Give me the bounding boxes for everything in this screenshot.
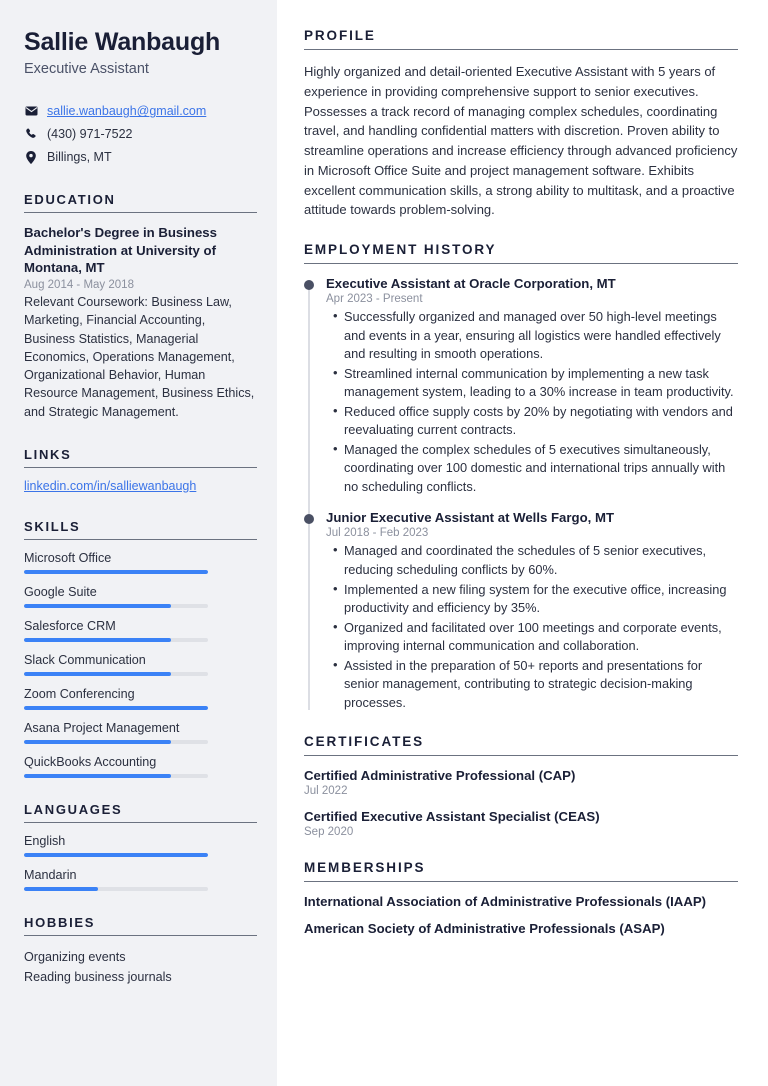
contact-email-text[interactable]: sallie.wanbaugh@gmail.com	[47, 104, 207, 119]
education-heading: EDUCATION	[24, 191, 116, 207]
contact-list	[24, 103, 257, 166]
memberships-heading: MEMBERSHIPS	[304, 860, 426, 876]
certificate-name: Certified Executive Assistant Specialist (CEAS)	[304, 809, 600, 825]
skill-label: Slack Communication	[24, 652, 146, 667]
skill-level-track	[24, 638, 208, 642]
job-date: Jul 2018 - Feb 2023	[326, 527, 429, 540]
skill-label: Zoom Conferencing	[24, 686, 135, 701]
skill-level-fill	[24, 672, 171, 676]
section-memberships	[304, 860, 738, 936]
memberships-rule	[304, 881, 738, 882]
education-degree: Bachelor's Degree in Business Administration at University of Montana, MT	[24, 224, 217, 276]
phone-icon	[24, 128, 38, 140]
contact-phone-text: (430) 971-7522	[47, 127, 133, 142]
job-entry	[326, 510, 738, 712]
section-employment-history	[304, 242, 738, 712]
certificate-item	[304, 809, 738, 838]
language-level-fill	[24, 853, 208, 857]
hobby-item: Reading business journals	[24, 970, 172, 985]
skill-level-track	[24, 706, 208, 710]
job-bullet: • Reduced office supply costs by 20% by negotiating with vendors and reevaluating current contracts.	[344, 403, 738, 440]
skill-label: Asana Project Management	[24, 720, 180, 735]
skill-item	[24, 585, 257, 608]
skill-level-track	[24, 570, 208, 574]
certificates-rule	[304, 755, 738, 756]
job-title: Junior Executive Assistant at Wells Fargo, MT	[326, 510, 614, 526]
candidate-job-title: Executive Assistant	[24, 60, 149, 77]
job-bullet: • Managed the complex schedules of 5 executives simultaneously, coordinating over 100 domestic and international trips annually with no scheduling conflicts.	[344, 441, 738, 497]
membership-item: American Society of Administrative Professionals (ASAP)	[304, 921, 665, 937]
contact-item-email[interactable]	[24, 103, 257, 120]
education-rule	[24, 212, 257, 213]
language-item	[24, 834, 257, 857]
location-pin-icon	[24, 151, 38, 164]
skill-label: Google Suite	[24, 584, 97, 599]
skill-level-track	[24, 774, 208, 778]
job-bullet-list	[326, 542, 738, 712]
language-label: Mandarin	[24, 867, 77, 882]
profile-text: Highly organized and detail-oriented Executive Assistant with 5 years of experience in providing comprehensive support to senior executives. Possesses a track record of managing complex schedules, coordinating travel, and handling confidential matters with discretion. Proven ability to streamline operations and increase efficiency through advanced proficiency in Microsoft Office Suite and project management software. Exhibits excellent communication skills, a strong ability to multitask, and a proactive attitude towards problem-solving.	[304, 64, 738, 218]
links-heading: LINKS	[24, 446, 72, 462]
contact-item-location	[24, 149, 257, 166]
languages-rule	[24, 822, 257, 823]
section-education	[24, 192, 257, 421]
certificate-date: Sep 2020	[304, 826, 354, 839]
job-bullet: • Assisted in the preparation of 50+ reports and presentations for senior management, contributing to strategic decision-making processes.	[344, 657, 738, 713]
education-date: Aug 2014 - May 2018	[24, 279, 134, 292]
skill-item	[24, 721, 257, 744]
main-column	[277, 0, 768, 1086]
job-bullet: • Organized and facilitated over 100 meetings and corporate events, improving internal communication and collaboration.	[344, 619, 738, 656]
job-entry	[326, 276, 738, 496]
certificate-item	[304, 768, 738, 797]
skills-list	[24, 551, 257, 778]
language-level-fill	[24, 887, 98, 891]
links-rule	[24, 467, 257, 468]
education-description: Relevant Coursework: Business Law, Marketing, Financial Accounting, Business Statistics, Managerial Economics, Operations Management, Organizational Behavior, Human Resource Management, Business Ethics, and Strategic Management.	[24, 295, 255, 419]
language-label: English	[24, 833, 66, 848]
skill-level-track	[24, 604, 208, 608]
sidebar	[0, 0, 277, 1086]
link-item-linkedin[interactable]: linkedin.com/in/salliewanbaugh	[24, 478, 197, 493]
languages-list	[24, 834, 257, 891]
skill-item	[24, 551, 257, 574]
skill-item	[24, 653, 257, 676]
envelope-icon	[24, 106, 38, 116]
employment-heading: EMPLOYMENT HISTORY	[304, 242, 497, 257]
contact-item-phone	[24, 126, 257, 143]
section-languages	[24, 802, 257, 891]
candidate-name: Sallie Wanbaugh	[24, 28, 221, 56]
certificate-name: Certified Administrative Professional (CAP)	[304, 768, 576, 784]
job-bullet-list	[326, 308, 738, 496]
hobby-item: Organizing events	[24, 949, 126, 964]
skill-item	[24, 619, 257, 642]
skill-item	[24, 687, 257, 710]
job-bullet: • Streamlined internal communication by implementing a new task management system, leading to a 30% increase in team productivity.	[344, 365, 738, 402]
skill-item	[24, 755, 257, 778]
skill-level-fill	[24, 774, 171, 778]
skill-level-fill	[24, 638, 171, 642]
hobbies-heading: HOBBIES	[24, 914, 96, 930]
skill-level-fill	[24, 706, 208, 710]
certificates-heading: CERTIFICATES	[304, 734, 425, 750]
section-hobbies	[24, 915, 257, 987]
languages-heading: LANGUAGES	[24, 801, 123, 817]
skill-label: Salesforce CRM	[24, 618, 116, 633]
language-level-track	[24, 887, 208, 891]
section-profile	[304, 28, 738, 220]
skill-level-fill	[24, 570, 208, 574]
hobbies-rule	[24, 935, 257, 936]
skill-label: Microsoft Office	[24, 550, 112, 565]
skill-level-track	[24, 740, 208, 744]
section-skills	[24, 519, 257, 778]
section-links	[24, 447, 257, 493]
skill-label: QuickBooks Accounting	[24, 754, 157, 769]
job-bullet: • Managed and coordinated the schedules of 5 senior executives, reducing scheduling conflicts by 60%.	[344, 542, 738, 579]
skills-heading: SKILLS	[24, 518, 81, 534]
skill-level-fill	[24, 740, 171, 744]
profile-heading: PROFILE	[304, 28, 376, 43]
skill-level-fill	[24, 604, 171, 608]
skills-rule	[24, 539, 257, 540]
certificate-date: Jul 2022	[304, 785, 348, 798]
job-bullet: • Successfully organized and managed over 50 high-level meetings and events in a year, ensuring all logistics were handled effectively and resulting in smooth operations.	[344, 308, 738, 364]
section-certificates	[304, 734, 738, 838]
job-title: Executive Assistant at Oracle Corporation, MT	[326, 276, 616, 291]
profile-rule	[304, 49, 738, 50]
employment-timeline	[304, 276, 738, 712]
job-date: Apr 2023 - Present	[326, 293, 423, 305]
language-level-track	[24, 853, 208, 857]
language-item	[24, 868, 257, 891]
employment-rule	[304, 263, 738, 264]
job-bullet: • Implemented a new filing system for the executive office, increasing productivity and efficiency by 35%.	[344, 581, 738, 618]
skill-level-track	[24, 672, 208, 676]
membership-item: International Association of Administrative Professionals (IAAP)	[304, 894, 707, 910]
contact-location-text: Billings, MT	[47, 150, 112, 165]
